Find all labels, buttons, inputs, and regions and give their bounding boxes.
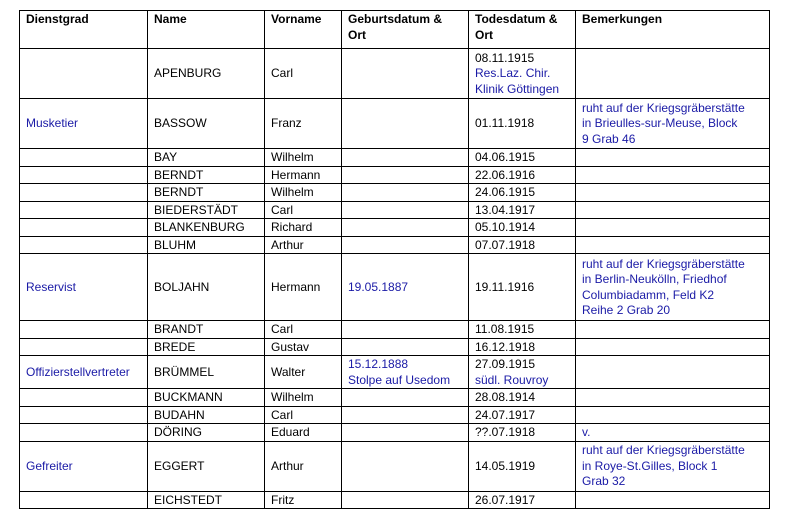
cell-death: [469, 201, 576, 219]
cell-remarks-line: 9 Grab 46: [582, 131, 636, 146]
cell-firstname: Hermann: [265, 166, 342, 184]
cell-name: APENBURG: [148, 49, 265, 99]
table-row: [20, 49, 770, 99]
cell-death-line: 24.07.1917: [475, 407, 536, 422]
cell-firstname: Eduard: [265, 424, 342, 442]
cell-rank: [20, 321, 148, 339]
cell-remarks-line: v.: [582, 425, 591, 439]
cell-death-line: 16.12.1918: [475, 339, 536, 354]
cell-name: BRÜMMEL: [148, 356, 265, 389]
cell-death: [469, 338, 576, 356]
cell-name: BLANKENBURG: [148, 219, 265, 237]
cell-remarks-line: Columbiadamm, Feld K2: [582, 287, 715, 302]
cell-birth: [342, 219, 469, 237]
table-row: [20, 491, 770, 509]
cell-rank: [20, 184, 148, 202]
casualty-table: [19, 10, 770, 509]
cell-death: [469, 149, 576, 167]
table-row: [20, 424, 770, 442]
cell-rank: [20, 491, 148, 509]
cell-rank: Musketier: [20, 99, 148, 149]
cell-name: BAY: [148, 149, 265, 167]
cell-name: BUDAHN: [148, 406, 265, 424]
cell-firstname: Carl: [265, 406, 342, 424]
cell-firstname: Wilhelm: [265, 184, 342, 202]
cell-birth: [342, 184, 469, 202]
cell-firstname: Carl: [265, 321, 342, 339]
cell-death: [469, 389, 576, 407]
table-body: [20, 49, 770, 509]
cell-birth: [342, 338, 469, 356]
cell-remarks-line: Grab 32: [582, 474, 626, 489]
cell-firstname: Gustav: [265, 338, 342, 356]
cell-name: EICHSTEDT: [148, 491, 265, 509]
cell-remarks: [576, 236, 770, 254]
table-row: [20, 406, 770, 424]
cell-death-line: 05.10.1914: [475, 220, 536, 234]
cell-remarks-line: ruht auf der Kriegsgräberstätte: [582, 443, 745, 458]
cell-death-line: 14.05.1919: [475, 458, 536, 473]
cell-rank: Reservist: [20, 254, 148, 321]
cell-firstname: Richard: [265, 219, 342, 237]
cell-rank: [20, 201, 148, 219]
cell-remarks: [576, 338, 770, 356]
header-death: Todesdatum & Ort: [469, 11, 576, 49]
cell-rank: [20, 166, 148, 184]
cell-birth: [342, 201, 469, 219]
cell-firstname: Franz: [265, 99, 342, 149]
header-birth: Geburtsdatum & Ort: [342, 11, 469, 49]
table-row: [20, 321, 770, 339]
cell-name: BERNDT: [148, 166, 265, 184]
cell-death: [469, 49, 576, 99]
cell-birth: [342, 321, 469, 339]
cell-birth: [342, 236, 469, 254]
cell-death: [469, 424, 576, 442]
cell-death: [469, 166, 576, 184]
cell-name: BREDE: [148, 338, 265, 356]
cell-death-line: ??.07.1918: [475, 425, 536, 439]
cell-death: [469, 254, 576, 321]
cell-name: BRANDT: [148, 321, 265, 339]
cell-rank: [20, 338, 148, 356]
cell-remarks: [576, 219, 770, 237]
cell-death-line: 24.06.1915: [475, 185, 536, 199]
cell-rank: [20, 406, 148, 424]
cell-death-line: 22.06.1916: [475, 167, 536, 182]
header-remarks: Bemerkungen: [576, 11, 770, 49]
cell-birth: [342, 166, 469, 184]
table-row: [20, 338, 770, 356]
cell-remarks: [576, 356, 770, 389]
header-row: [20, 11, 770, 49]
cell-remarks: [576, 254, 770, 321]
table-row: [20, 441, 770, 491]
cell-remarks: [576, 149, 770, 167]
cell-remarks: [576, 201, 770, 219]
cell-remarks: [576, 49, 770, 99]
table-row: [20, 254, 770, 321]
cell-name: EGGERT: [148, 441, 265, 491]
cell-name: BUCKMANN: [148, 389, 265, 407]
cell-rank: [20, 236, 148, 254]
cell-death-line: 11.08.1915: [475, 322, 535, 336]
cell-birth: [342, 441, 469, 491]
cell-remarks-line: in Roye-St.Gilles, Block 1: [582, 458, 718, 473]
table-row: [20, 219, 770, 237]
table-row: [20, 236, 770, 254]
table-row: [20, 149, 770, 167]
cell-birth: [342, 254, 469, 321]
cell-birth-line: Stolpe auf Usedom: [348, 372, 451, 387]
cell-name: BLUHM: [148, 236, 265, 254]
cell-rank: [20, 149, 148, 167]
cell-name: BOLJAHN: [148, 254, 265, 321]
table-row: [20, 201, 770, 219]
header-name: Name: [148, 11, 265, 49]
cell-name: BASSOW: [148, 99, 265, 149]
cell-remarks: [576, 406, 770, 424]
cell-death: [469, 236, 576, 254]
cell-death-line: 28.08.1914: [475, 390, 536, 404]
cell-firstname: Hermann: [265, 254, 342, 321]
cell-remarks: [576, 389, 770, 407]
header-firstname: Vorname: [265, 11, 342, 49]
cell-death-line: 13.04.1917: [475, 202, 536, 217]
cell-death: [469, 184, 576, 202]
cell-rank: [20, 49, 148, 99]
cell-death-line: 19.11.1916: [475, 279, 535, 294]
cell-firstname: Arthur: [265, 236, 342, 254]
cell-death: [469, 406, 576, 424]
cell-death: [469, 99, 576, 149]
cell-death: [469, 491, 576, 509]
cell-death: [469, 441, 576, 491]
cell-death-line: Res.Laz. Chir.: [475, 66, 551, 81]
cell-remarks: [576, 166, 770, 184]
cell-name: DÖRING: [148, 424, 265, 442]
cell-death: [469, 219, 576, 237]
cell-death-line: 08.11.1915: [475, 50, 535, 65]
cell-birth: [342, 491, 469, 509]
cell-rank: [20, 219, 148, 237]
header-rank: Dienstgrad: [20, 11, 148, 49]
cell-birth: [342, 424, 469, 442]
cell-firstname: Wilhelm: [265, 389, 342, 407]
cell-birth: [342, 99, 469, 149]
cell-rank: [20, 424, 148, 442]
cell-remarks-line: Reihe 2 Grab 20: [582, 303, 671, 317]
cell-birth: [342, 49, 469, 99]
cell-remarks-line: ruht auf der Kriegsgräberstätte: [582, 256, 745, 271]
cell-firstname: Fritz: [265, 491, 342, 509]
cell-firstname: Wilhelm: [265, 149, 342, 167]
cell-death-line: 01.11.1918: [475, 116, 535, 131]
cell-death-line: 07.07.1918: [475, 237, 536, 252]
cell-remarks: [576, 321, 770, 339]
cell-remarks: [576, 424, 770, 442]
cell-birth: [342, 406, 469, 424]
table-row: [20, 99, 770, 149]
cell-remarks-line: ruht auf der Kriegsgräberstätte: [582, 100, 745, 115]
cell-birth-line: 15.12.1888: [348, 357, 409, 371]
cell-death-line: 27.09.1915: [475, 357, 536, 371]
cell-firstname: Carl: [265, 49, 342, 99]
cell-name: BERNDT: [148, 184, 265, 202]
cell-death: [469, 356, 576, 389]
cell-death-line: 04.06.1915: [475, 150, 536, 164]
cell-rank: Gefreiter: [20, 441, 148, 491]
cell-death-line: 26.07.1917: [475, 492, 536, 507]
cell-remarks: [576, 99, 770, 149]
table-row: [20, 166, 770, 184]
cell-firstname: Walter: [265, 356, 342, 389]
cell-remarks-line: in Brieulles-sur-Meuse, Block: [582, 116, 738, 131]
cell-death: [469, 321, 576, 339]
cell-death-line: Klinik Göttingen: [475, 81, 560, 96]
cell-birth-line: 19.05.1887: [348, 279, 409, 294]
cell-death-line: südl. Rouvroy: [475, 372, 549, 387]
table-row: [20, 356, 770, 389]
cell-rank: Offizierstellvertreter: [20, 356, 148, 389]
cell-birth: [342, 389, 469, 407]
cell-remarks: [576, 491, 770, 509]
cell-birth: [342, 356, 469, 389]
table-row: [20, 184, 770, 202]
cell-remarks: [576, 184, 770, 202]
cell-name: BIEDERSTÄDT: [148, 201, 265, 219]
cell-birth: [342, 149, 469, 167]
cell-firstname: Arthur: [265, 441, 342, 491]
cell-rank: [20, 389, 148, 407]
cell-remarks-line: in Berlin-Neukölln, Friedhof: [582, 272, 727, 286]
cell-firstname: Carl: [265, 201, 342, 219]
cell-remarks: [576, 441, 770, 491]
table-row: [20, 389, 770, 407]
